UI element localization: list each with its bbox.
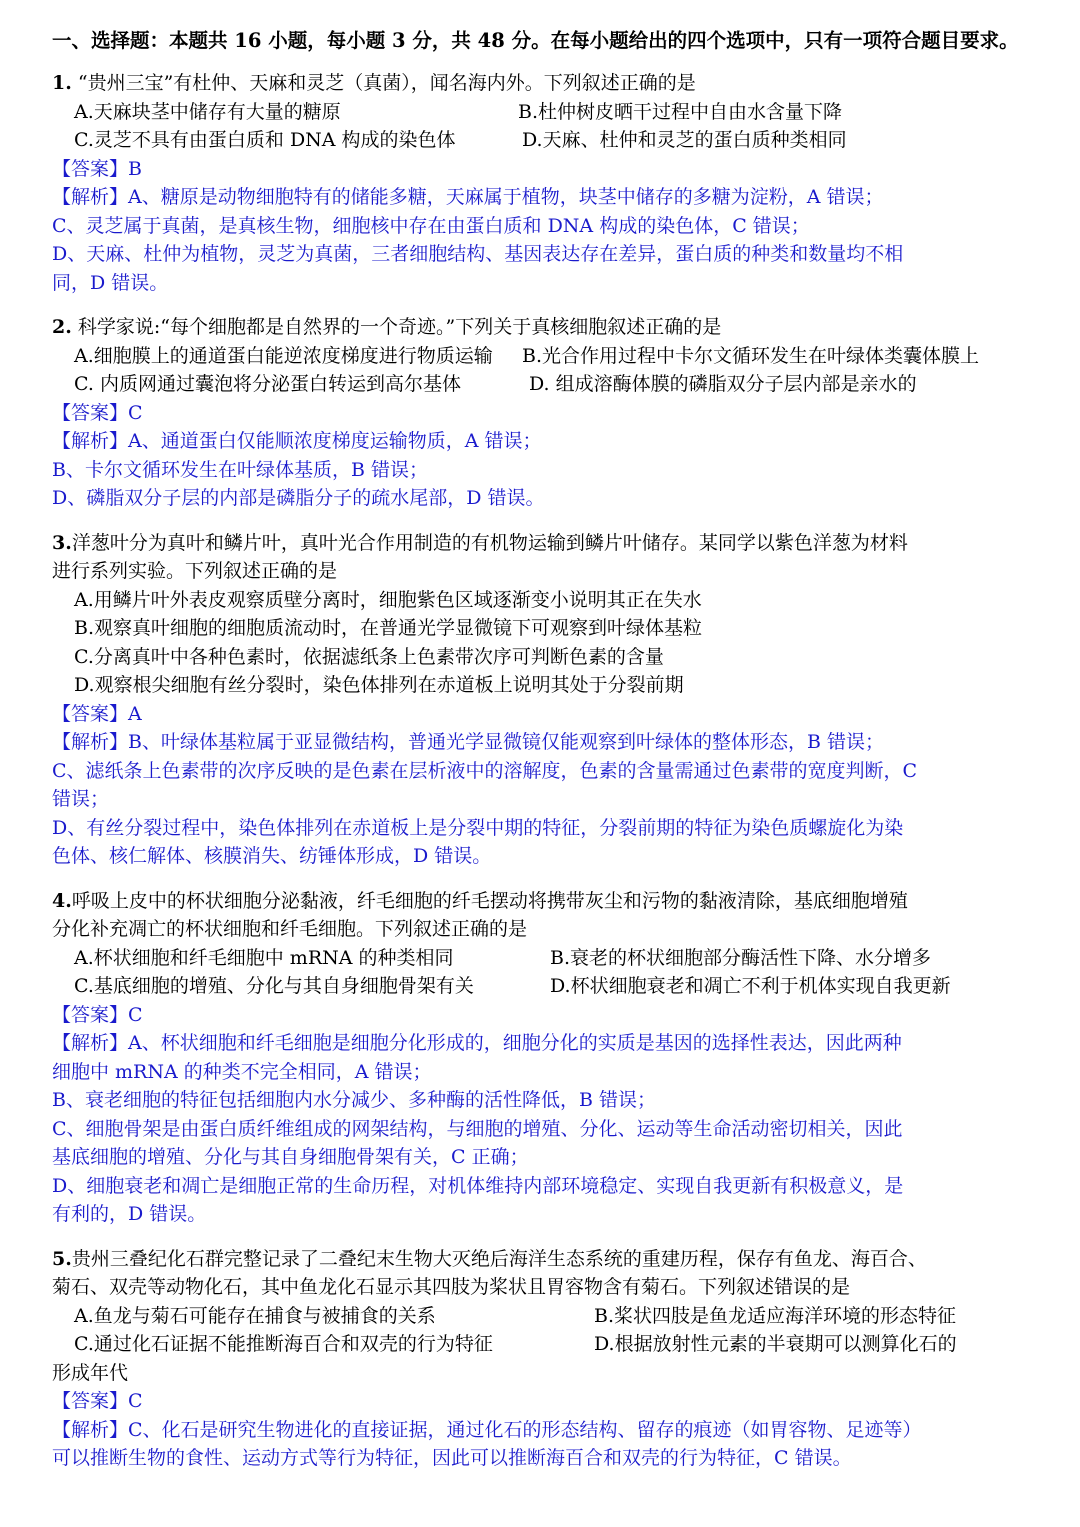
option-row [52, 370, 1042, 399]
option-a: A.杯状细胞和纤毛细胞中 mRNA 的种类相同 [74, 946, 454, 969]
option-d: D. 组成溶酶体膜的磷脂双分子层内部是亲水的 [529, 373, 917, 395]
analysis-line: 【解析】B、叶绿体基粒属于亚显微结构，普通光学显微镜仅能观察到叶绿体的整体形态，B 错误； [52, 731, 884, 753]
option-c: C.通过化石证据不能推断海百合和双壳的行为特征 [74, 1333, 493, 1355]
option-d: D.杯状细胞衰老和凋亡不利于机体实现自我更新 [550, 975, 951, 997]
exam-page [52, 26, 1042, 1473]
question-stem [52, 529, 1042, 558]
analysis-line: 基底细胞的增殖、分化与其自身细胞骨架有关，C 正确； [52, 1146, 529, 1168]
question-text-cont: 分化补充凋亡的杯状细胞和纤毛细胞。下列叙述正确的是 [52, 918, 528, 940]
option-a: A.鱼龙与菊石可能存在捕食与被捕食的关系 [74, 1304, 436, 1327]
option-row [52, 1302, 1042, 1331]
question-number: 2. [52, 316, 72, 338]
section-heading: 一、选择题：本题共 16 小题，每小题 3 分，共 48 分。在每小题给出的四个选项中，只有一项符合题目要求。 [52, 29, 1019, 52]
option-d: D.观察根尖细胞有丝分裂时，染色体排列在赤道板上说明其处于分裂前期 [74, 674, 684, 696]
option-d: D.根据放射性元素的半衰期可以测算化石的 [594, 1333, 957, 1355]
analysis-line: 同，D 错误。 [52, 271, 169, 294]
option-a: A.细胞膜上的通道蛋白能逆浓度梯度进行物质运输 [74, 344, 493, 367]
analysis-line: 可以推断生物的食性、运动方式等行为特征，因此可以推断海百合和双壳的行为特征，C 错误。 [52, 1447, 852, 1469]
option-c: C.灵芝不具有由蛋白质和 DNA 构成的染色体 [74, 129, 456, 151]
analysis-line: B、衰老细胞的特征包括细胞内水分减少、多种酶的活性降低，B 错误； [52, 1089, 656, 1111]
option-row [52, 972, 1042, 1001]
option-c: C. 内质网通过囊泡将分泌蛋白转运到高尔基体 [74, 373, 461, 395]
question-4 [52, 887, 1042, 1229]
question-text-cont: 进行系列实验。下列叙述正确的是 [52, 560, 338, 582]
question-text: 科学家说:“每个细胞都是自然界的一个奇迹。”下列关于真核细胞叙述正确的是 [71, 316, 722, 338]
analysis-line: D、细胞衰老和凋亡是细胞正常的生命历程，对机体维持内部环境稳定、实现自我更新有积极意义，是 [52, 1174, 904, 1197]
question-2 [52, 313, 1042, 513]
question-text: “贵州三宝”有杜仲、天麻和灵芝（真菌），闻名海内外。下列叙述正确的是 [71, 72, 696, 94]
option-d-cont: 形成年代 [52, 1361, 129, 1384]
question-number: 1. [52, 72, 72, 94]
analysis-line: C、滤纸条上色素带的次序反映的是色素在层析液中的溶解度，色素的含量需通过色素带的宽度判断，C [52, 759, 918, 782]
question-stem [52, 69, 1042, 98]
option-row [52, 1330, 1042, 1359]
question-number: 5. [52, 1247, 72, 1270]
question-text-cont: 菊石、双壳等动物化石，其中鱼龙化石显示其四肢为桨状且胃容物含有菊石。下列叙述错误的是 [52, 1276, 851, 1298]
option-b: B.光合作用过程中卡尔文循环发生在叶绿体类囊体膜上 [522, 344, 980, 367]
analysis-line: D、磷脂双分子层的内部是磷脂分子的疏水尾部，D 错误。 [52, 487, 545, 509]
analysis-line: 【解析】A、糖原是动物细胞特有的储能多糖，天麻属于植物，块茎中储存的多糖为淀粉，A 错误； [52, 186, 884, 208]
answer: 【答案】C [52, 401, 143, 424]
option-a: A.用鳞片叶外表皮观察质壁分离时，细胞紫色区域逐渐变小说明其正在失水 [74, 588, 702, 611]
option-a: A.天麻块茎中储存有大量的糖原 [74, 100, 341, 123]
answer: 【答案】C [52, 1390, 143, 1412]
analysis-line: 【解析】A、通道蛋白仅能顺浓度梯度运输物质，A 错误； [52, 430, 542, 452]
option-b: B.衰老的杯状细胞部分酶活性下降、水分增多 [550, 946, 932, 969]
answer: 【答案】C [52, 1003, 143, 1026]
option-row [52, 126, 1042, 155]
question-3 [52, 529, 1042, 871]
question-text: 呼吸上皮中的杯状细胞分泌黏液，纤毛细胞的纤毛摆动将携带灰尘和污物的黏液清除，基底细胞增殖 [71, 889, 908, 912]
option-b: B.观察真叶细胞的细胞质流动时，在普通光学显微镜下可观察到叶绿体基粒 [74, 617, 703, 639]
option-c: C.分离真叶中各种色素时，依据滤纸条上色素带次序可判断色素的含量 [74, 645, 664, 668]
analysis-line: C、细胞骨架是由蛋白质纤维组成的网架结构，与细胞的增殖、分化、运动等生命活动密切相关，因此 [52, 1117, 903, 1140]
analysis-line: 【解析】A、杯状细胞和纤毛细胞是细胞分化形成的，细胞分化的实质是基因的选择性表达，因此两种 [52, 1032, 902, 1054]
option-row [52, 342, 1042, 371]
analysis-line: 色体、核仁解体、核膜消失、纺锤体形成，D 错误。 [52, 845, 492, 867]
question-stem [52, 313, 1042, 342]
question-1 [52, 69, 1042, 297]
analysis-line: B、卡尔文循环发生在叶绿体基质，B 错误； [52, 458, 428, 481]
question-number: 4. [52, 889, 72, 912]
analysis-line: D、天麻、杜仲为植物，灵芝为真菌，三者细胞结构、基因表达存在差异，蛋白质的种类和数量均不相 [52, 243, 904, 265]
option-d: D.天麻、杜仲和灵芝的蛋白质种类相同 [522, 129, 847, 151]
question-number: 3. [52, 531, 72, 554]
option-c: C.基底细胞的增殖、分化与其自身细胞骨架有关 [74, 975, 474, 997]
answer: 【答案】A [52, 702, 142, 725]
question-stem [52, 887, 1042, 916]
analysis-line: C、灵芝属于真菌，是真核生物，细胞核中存在由蛋白质和 DNA 构成的染色体，C 错误； [52, 214, 810, 237]
option-b: B.杜仲树皮晒干过程中自由水含量下降 [518, 100, 843, 123]
analysis-line: 【解析】C、化石是研究生物进化的直接证据，通过化石的形态结构、留存的痕迹（如胃容物、足迹等） [52, 1418, 922, 1441]
question-text: 洋葱叶分为真叶和鳞片叶，真叶光合作用制造的有机物运输到鳞片叶储存。某同学以紫色洋葱为材料 [71, 531, 908, 554]
question-stem [52, 1245, 1042, 1274]
question-text: 贵州三叠纪化石群完整记录了二叠纪末生物大灭绝后海洋生态系统的重建历程，保存有鱼龙、海百合、 [71, 1247, 927, 1270]
option-b: B.桨状四肢是鱼龙适应海洋环境的形态特征 [594, 1304, 957, 1327]
analysis-line: 错误； [52, 788, 110, 810]
analysis-line: D、有丝分裂过程中，染色体排列在赤道板上是分裂中期的特征，分裂前期的特征为染色质螺旋化为染 [52, 816, 904, 839]
question-5 [52, 1245, 1042, 1473]
analysis-line: 有利的，D 错误。 [52, 1203, 207, 1225]
option-row [52, 944, 1042, 973]
option-row [52, 98, 1042, 127]
answer: 【答案】B [52, 157, 142, 180]
analysis-line: 细胞中 mRNA 的种类不完全相同，A 错误； [52, 1060, 432, 1083]
